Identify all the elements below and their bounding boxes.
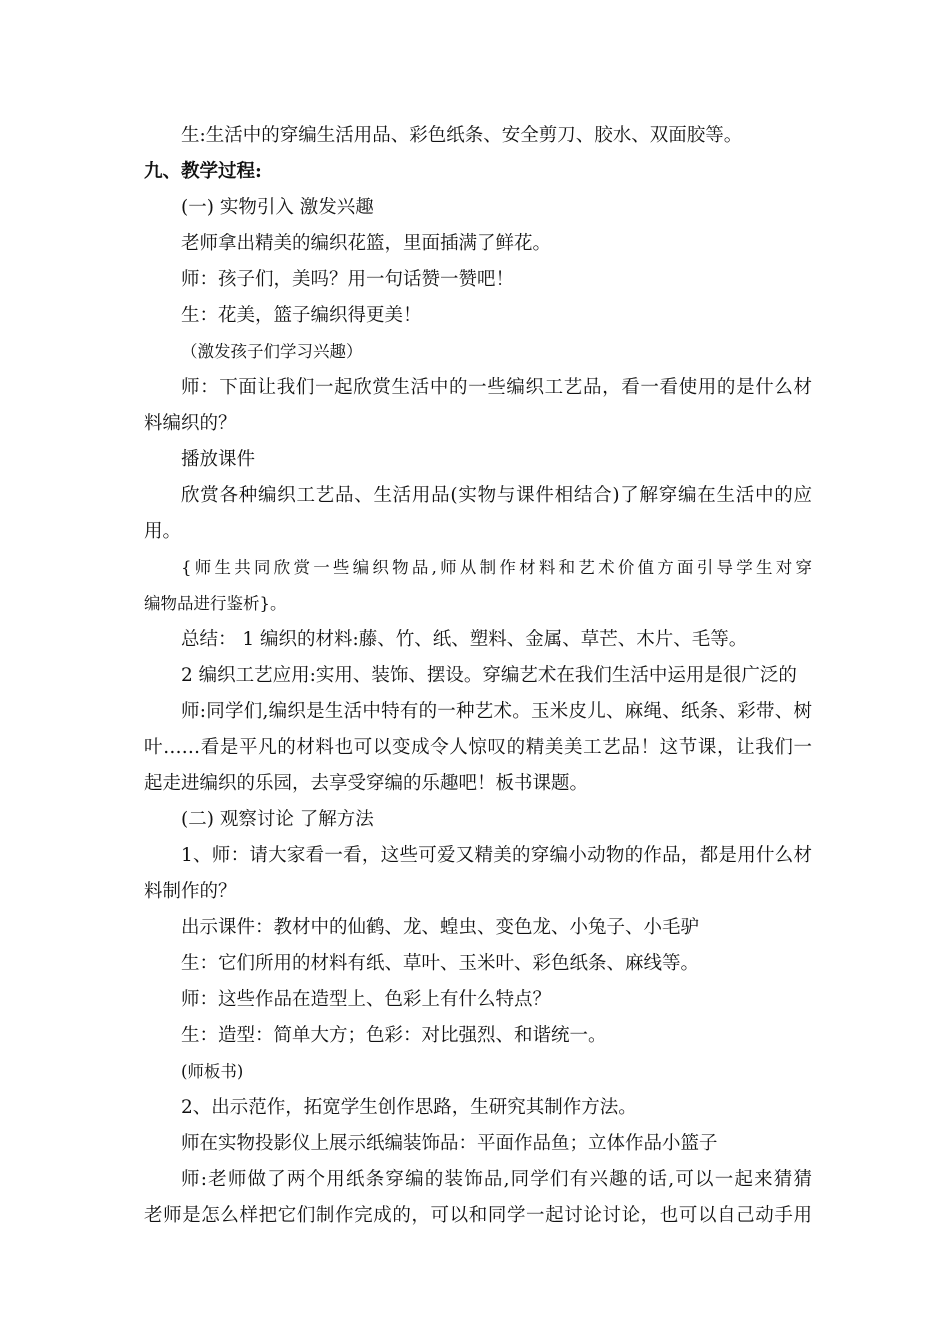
text-line: 师在实物投影仪上展示纸编装饰品：平面作品鱼；立体作品小篮子 <box>181 1133 718 1154</box>
text-line: 师:同学们,编织是生活中特有的一种艺术。玉米皮儿、麻绳、纸条、彩带、树 <box>181 701 812 722</box>
text-line: 欣赏各种编织工艺品、生活用品(实物与课件相结合)了解穿编在生活中的应 <box>181 485 812 506</box>
text-line: 料编织的？ <box>144 413 237 434</box>
text-line: 老师是怎么样把它们制作完成的，可以和同学一起讨论讨论，也可以自己动手用 <box>144 1205 812 1226</box>
subsection-heading: (一) 实物引入 激发兴趣 <box>181 197 374 218</box>
text-line: 生：它们所用的材料有纸、草叶、玉米叶、彩色纸条、麻线等。 <box>181 953 700 974</box>
text-line: 2 编织工艺应用:实用、装饰、摆设。穿编艺术在我们生活中运用是很广泛的 <box>181 665 797 686</box>
note-line: 编物品进行鉴析}。 <box>144 594 287 613</box>
text-line: 师:老师做了两个用纸条穿编的装饰品,同学们有兴趣的话,可以一起来猜猜 <box>181 1169 812 1190</box>
text-line: 总结： 1 编织的材料:藤、竹、纸、塑料、金属、草芒、木片、毛等。 <box>181 629 748 650</box>
text-line: 用。 <box>144 521 182 542</box>
document-page <box>144 118 812 1234</box>
text-line: 生:生活中的穿编生活用品、彩色纸条、安全剪刀、胶水、双面胶等。 <box>181 125 743 146</box>
text-line: 师：孩子们，美吗？用一句话赞一赞吧！ <box>181 269 515 290</box>
text-line: 老师拿出精美的编织花篮，里面插满了鲜花。 <box>181 233 552 254</box>
text-line: 叶……看是平凡的材料也可以变成令人惊叹的精美美工艺品！这节课，让我们一 <box>144 737 812 758</box>
note-line: （激发孩子们学习兴趣） <box>181 342 363 361</box>
text-line: 师：下面让我们一起欣赏生活中的一些编织工艺品，看一看使用的是什么材 <box>181 377 812 398</box>
text-line: 播放课件 <box>181 449 256 470</box>
text-line: 1、师：请大家看一看，这些可爱又精美的穿编小动物的作品，都是用什么材 <box>181 845 812 866</box>
text-line: 2、出示范作，拓宽学生创作思路，生研究其制作方法。 <box>181 1097 637 1118</box>
section-heading: 九、教学过程: <box>144 161 262 182</box>
text-line: 生：造型：简单大方；色彩：对比强烈、和谐统一。 <box>181 1025 607 1046</box>
subsection-heading: (二) 观察讨论 了解方法 <box>181 809 374 830</box>
text-line: 师：这些作品在造型上、色彩上有什么特点？ <box>181 989 552 1010</box>
text-line: 起走进编织的乐园，去享受穿编的乐趣吧！板书课题。 <box>144 773 589 794</box>
text-line: 料制作的？ <box>144 881 237 902</box>
note-line: {师生共同欣赏一些编织物品,师从制作材料和艺术价值方面引导学生对穿 <box>181 558 812 577</box>
text-line: 生：花美，篮子编织得更美！ <box>181 305 422 326</box>
text-line: 出示课件：教材中的仙鹤、龙、蝗虫、变色龙、小兔子、小毛驴 <box>181 917 700 938</box>
note-line: (师板书) <box>181 1062 244 1081</box>
